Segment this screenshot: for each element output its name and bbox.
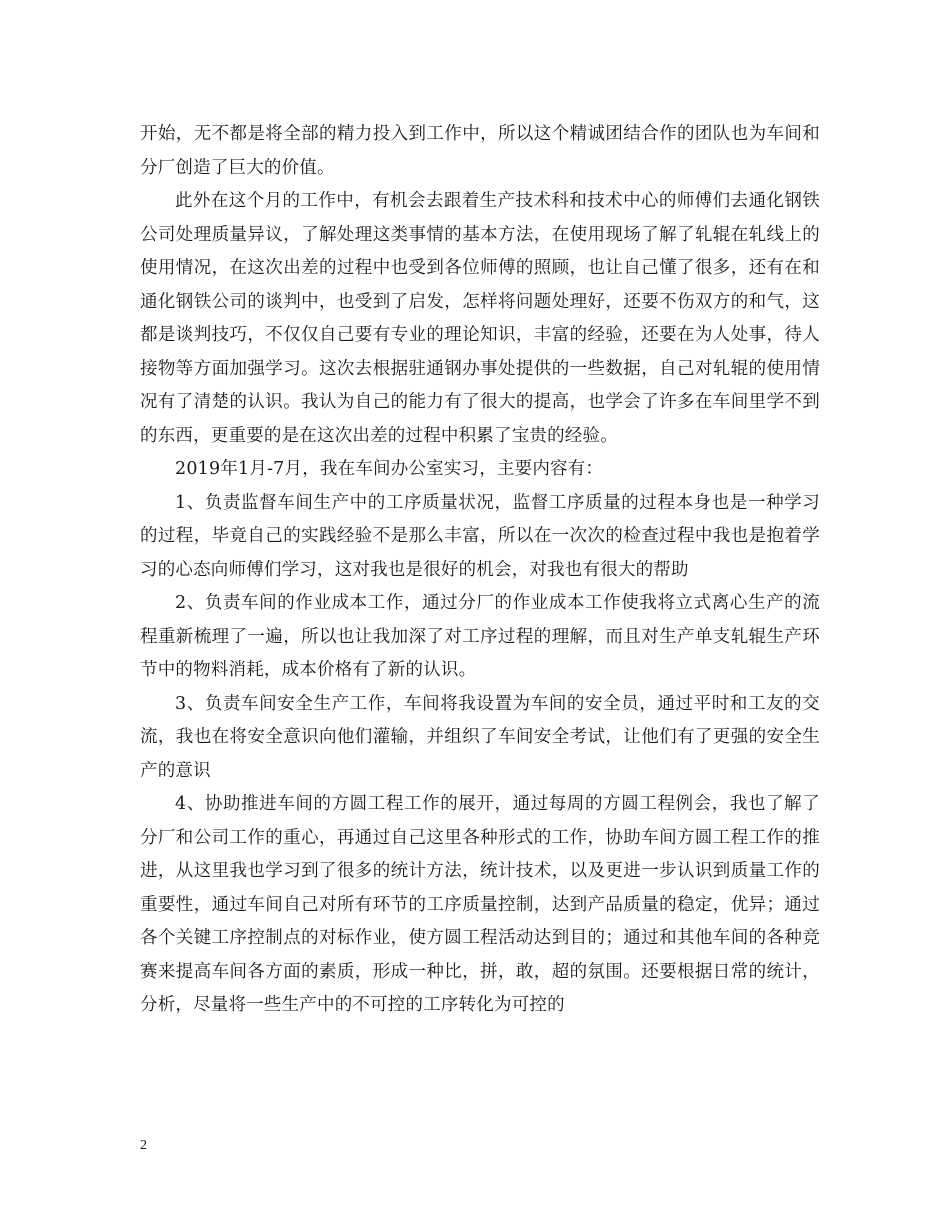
paragraph-continuation: 开始，无不都是将全部的精力投入到工作中，所以这个精诚团结合作的团队也为车间和分厂创造了巨大的价值。	[140, 124, 820, 178]
paragraph-item-1-quality: 1、负责监督车间生产中的工序质量状况，监督工序质量的过程本身也是一种学习的过程，毕竟自己的实践经验不是那么丰富，所以在一次次的检查过程中我也是抱着学习的心态向师傅们学习，这对我也是很好的机会，对我也有很大的帮助	[140, 492, 820, 580]
page-number: 2	[140, 1138, 147, 1153]
document-body	[140, 118, 820, 1023]
paragraph-item-3-safety: 3、负责车间安全生产工作，车间将我设置为车间的安全员，通过平时和工友的交流，我也在将安全意识向他们灌输，并组织了车间安全考试，让他们有了更强的安全生产的意识	[140, 693, 820, 781]
paragraph-internship-intro: 2019年1月-7月，我在车间办公室实习，主要内容有：	[175, 459, 604, 479]
paragraph-business-trip: 此外在这个月的工作中，有机会去跟着生产技术科和技术中心的师傅们去通化钢铁公司处理质量异议，了解处理这类事情的基本方法，在使用现场了解了轧辊在轧线上的使用情况，在这次出差的过程中也受到各位师傅的照顾，也让自己懂了很多，还有在和通化钢铁公司的谈判中，也受到了启发，怎样将问题处理好，还要不伤双方的和气，这都是谈判技巧，不仅仅自己要有专业的理论知识，丰富的经验，还要在为人处事，待人接物等方面加强学习。这次去根据驻通钢办事处提供的一些数据，自己对轧辊的使用情况有了清楚的认识。我认为自己的能力有了很大的提高，也学会了许多在车间里学不到的东西，更重要的是在这次出差的过程中积累了宝贵的经验。	[140, 191, 820, 446]
paragraph-item-4-project: 4、协助推进车间的方圆工程工作的展开，通过每周的方圆工程例会，我也了解了分厂和公司工作的重心，再通过自己这里各种形式的工作，协助车间方圆工程工作的推进，从这里我也学习到了很多的统计方法，统计技术，以及更进一步认识到质量工作的重要性，通过车间自己对所有环节的工序质量控制，达到产品质量的稳定，优异；通过各个关键工序控制点的对标作业，使方圆工程活动达到目的；通过和其他车间的各种竞赛来提高车间各方面的素质，形成一种比，拼，敢，超的氛围。还要根据日常的统计，分析，尽量将一些生产中的不可控的工序转化为可控的	[140, 794, 820, 1015]
paragraph-item-2-cost: 2、负责车间的作业成本工作，通过分厂的作业成本工作使我将立式离心生产的流程重新梳理了一遍，所以也让我加深了对工序过程的理解，而且对生产单支轧辊生产环节中的物料消耗，成本价格有了新的认识。	[140, 593, 820, 680]
